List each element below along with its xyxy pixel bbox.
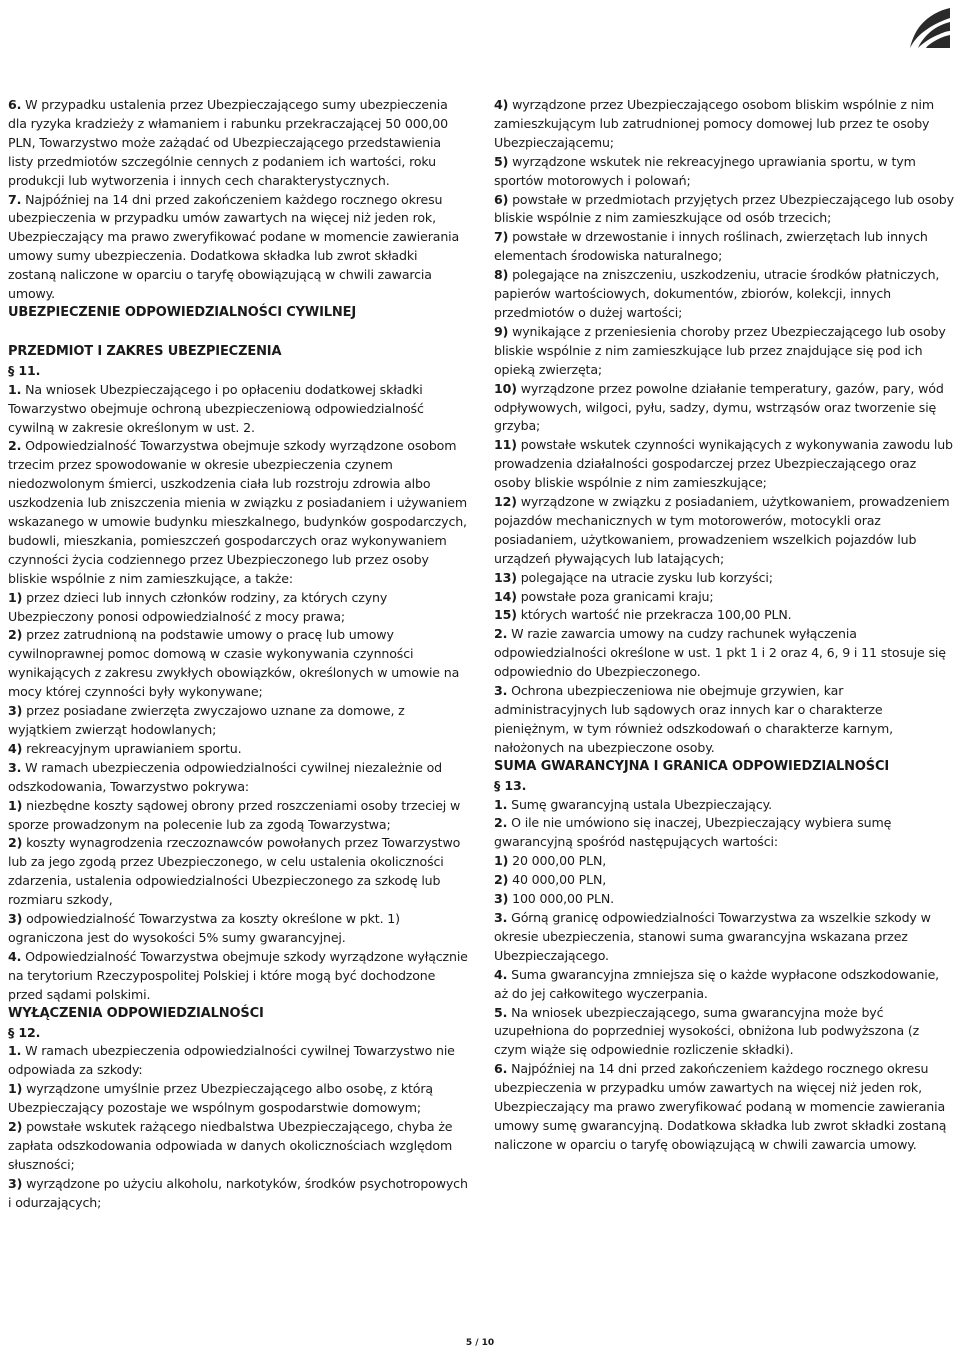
section-heading: WYŁĄCZENIA ODPOWIEDZIALNOŚCI <box>8 1005 264 1021</box>
paragraph <box>494 569 954 588</box>
item-number: 2) <box>8 835 23 851</box>
paragraph <box>494 323 954 380</box>
section-number: § 12. <box>8 1024 41 1040</box>
paragraph <box>8 759 468 797</box>
paragraph <box>494 606 954 625</box>
paragraph-text: wyrządzone umyślnie przez Ubezpieczającego albo osobę, z którą Ubezpieczający pozostaje we wspólnym gospodarstwie domowym; <box>8 1081 433 1116</box>
item-number: 1. <box>8 381 22 397</box>
section-number: § 13. <box>494 777 527 793</box>
item-number: 4. <box>8 948 22 964</box>
paragraph <box>8 702 468 740</box>
paragraph-text: Odpowiedzialność Towarzystwa obejmuje szkody wyrządzone wyłącznie na terytorium Rzeczypospolitej Polskiej i które mogą być dochodzone przed sądami polskimi. <box>8 948 468 1002</box>
item-number: 2) <box>8 627 23 643</box>
paragraph-text: rekreacyjnym uprawianiem sportu. <box>26 740 242 756</box>
paragraph <box>494 814 954 852</box>
paragraph-text: niezbędne koszty sądowej obrony przed roszczeniami osoby trzeciej w sporze prowadzonym na polecenie lub za zgodą Towarzystwa; <box>8 797 461 832</box>
paragraph-text: powstałe wskutek rażącego niedbalstwa Ubezpieczającego, chyba że zapłata odszkodowania odpowiada w danych okolicznościach względom słuszności; <box>8 1119 453 1172</box>
paragraph-text: wyrządzone przez Ubezpieczającego osobom bliskim wspólnie z nim zamieszkującym lub zatrudnionej pomocy domowej lub przez te osoby Ubezpieczającemu; <box>494 97 934 150</box>
paragraph <box>8 96 468 191</box>
paragraph <box>8 910 468 948</box>
item-number: 6) <box>494 191 509 207</box>
paragraph-text: Sumę gwarancyjną ustala Ubezpieczający. <box>511 796 773 812</box>
item-number: 3) <box>494 891 509 907</box>
item-number: 7. <box>8 191 22 207</box>
item-number: 2) <box>494 872 509 888</box>
item-number: 12) <box>494 494 517 510</box>
paragraph-text: powstałe poza granicami kraju; <box>520 588 714 604</box>
company-logo <box>904 6 952 50</box>
paragraph <box>8 834 468 910</box>
paragraph-text: Ochrona ubezpieczeniowa nie obejmuje grzywien, kar administracyjnych lub sądowych oraz innych kar o charakterze pieniężnym, w tym również odszkodowań o charakterze karnym, nałożonych na ubezpieczone osoby. <box>494 683 893 755</box>
paragraph <box>8 1080 468 1118</box>
paragraph <box>8 437 468 588</box>
paragraph-text: Najpóźniej na 14 dni przed zakończeniem każdego rocznego okresu ubezpieczenia w przypadku umów zawartych na więcej niż jeden rok, Ubezpieczający ma prawo zweryfikować podane w momencie zawierania umowy sumy ubezpieczenia. Dodatkowa składka lub zwrot składki zostaną naliczone w oparciu o taryfę obowiązującą w chwili zawarcia umowy. <box>8 191 460 302</box>
item-number: 1) <box>8 1081 23 1097</box>
paragraph-text: Na wniosek Ubezpieczającego i po opłaceniu dodatkowej składki Towarzystwo obejmuje ochroną ubezpieczeniową odpowiedzialność cywilną w zakresie określonym w ust. 2. <box>8 381 424 435</box>
item-number: 10) <box>494 380 517 396</box>
left-column <box>8 96 468 1213</box>
item-number: 3. <box>8 759 22 775</box>
paragraph-text: Najpóźniej na 14 dni przed zakończeniem każdego rocznego okresu ubezpieczenia w przypadku umów zawartych na więcej niż jeden rok, Ubezpieczający ma prawo zweryfikować podaną w momencie zawierania umowy sumę gwarancyjną. Dodatkowa składka lub zwrot składki zostaną naliczone w oparciu o taryfę obowiązującą w chwili zawarcia umowy. <box>494 1061 947 1152</box>
item-number: 13) <box>494 569 517 585</box>
item-number: 2) <box>8 1119 23 1135</box>
paragraph-text: wyrządzone wskutek nie rekreacyjnego uprawiania sportu, w tym sportów motorowych i polowań; <box>494 153 916 188</box>
wing-logo-icon <box>904 6 952 50</box>
item-number: 6. <box>8 97 22 112</box>
paragraph <box>494 966 954 1004</box>
paragraph <box>494 1060 954 1155</box>
item-number: 3. <box>494 909 508 925</box>
item-number: 4. <box>494 966 508 982</box>
item-number: 14) <box>494 588 517 604</box>
paragraph-text: wyrządzone po użyciu alkoholu, narkotyków, środków psychotropowych i odurzających; <box>8 1175 468 1210</box>
paragraph <box>494 228 954 266</box>
paragraph-text: przez posiadane zwierzęta zwyczajowo uznane za domowe, z wyjątkiem zwierząt hodowlanych; <box>8 703 405 737</box>
section-heading: UBEZPIECZENIE ODPOWIEDZIALNOŚCI CYWILNEJ <box>8 304 357 320</box>
section-heading: SUMA GWARANCYJNA I GRANICA ODPOWIEDZIALNOŚCI <box>494 758 890 774</box>
paragraph <box>494 890 954 909</box>
paragraph <box>8 797 468 835</box>
paragraph-text: powstałe w przedmiotach przyjętych przez Ubezpieczającego lub osoby bliskie wspólnie z nim zamieszkujące od osób trzecich; <box>494 191 954 226</box>
paragraph <box>8 381 468 438</box>
paragraph <box>8 948 468 1005</box>
item-number: 1) <box>8 797 23 813</box>
paragraph-text: koszty wynagrodzenia rzeczoznawców powołanych przez Towarzystwo lub za jego zgodą przez Ubezpieczonego, w celu ustalenia okoliczności zdarzenia, ustalenia odpowiedzialności Ubezpieczonego za szkodę lub rozmiaru szkody, <box>8 835 461 908</box>
paragraph-text: których wartość nie przekracza 100,00 PLN. <box>520 607 792 623</box>
item-number: 8) <box>494 267 509 283</box>
section-heading: PRZEDMIOT I ZAKRES UBEZPIECZENIA <box>8 343 282 359</box>
item-number: 3) <box>8 703 23 719</box>
item-number: 9) <box>494 323 509 339</box>
paragraph <box>494 871 954 890</box>
paragraph-text: Odpowiedzialność Towarzystwa obejmuje szkody wyrządzone osobom trzecim przez spowodowanie w okresie ubezpieczenia czynem niedozwolonym śmierci, uszkodzenia ciała lub rozstroju zdrowia albo uszkodzenia lub zniszczenia mienia w związku z posiadaniem i używaniem wskazanego w umowie budynku mieszkalnego, budynków gospodarczych, budowli, mieszkania, pomieszczeń gospodarczych oraz wykonywaniem czynności życia codziennego przez Ubezpieczonego lub przez osoby bliskie wspólnie z nim zamieszkujące, a także: <box>8 438 467 586</box>
paragraph-text: 100 000,00 PLN. <box>512 891 614 907</box>
paragraph-text: W przypadku ustalenia przez Ubezpieczającego sumy ubezpieczenia dla ryzyka kradzieży z włamaniem i rabunku przekraczającej 50 000,00 PLN, Towarzystwo może zażądać od Ubezpieczającego przedstawienia listy przedmiotów szczególnie cennych z podaniem ich wartości, roku produkcji lub wytworzenia i innych cech charakterystycznych. <box>8 97 449 188</box>
paragraph-text: polegające na utracie zysku lub korzyści; <box>520 569 773 585</box>
paragraph-text: polegające na zniszczeniu, uszkodzeniu, utracie środków płatniczych, papierów wartościowych, dokumentów, zbiorów, kolekcji, innych przedmiotów o dużej wartości; <box>494 267 940 320</box>
item-number: 1. <box>494 796 508 812</box>
paragraph <box>494 909 954 966</box>
paragraph-text: wynikające z przeniesienia choroby przez Ubezpieczającego lub osoby bliskie wspólnie z nim zamieszkujące lub przez znajdujące się pod ich opieką zwierzęta; <box>494 323 946 377</box>
paragraph <box>494 436 954 493</box>
paragraph <box>8 589 468 627</box>
item-number: 2. <box>8 438 22 454</box>
item-number: 6. <box>494 1061 508 1077</box>
paragraph-text: Na wniosek ubezpieczającego, suma gwarancyjna może być uzupełniona do poprzedniej wysokości, obniżona lub podwyższona (z czym wiąże się odpowiednie rozliczenie składki). <box>494 1004 920 1058</box>
paragraph <box>8 740 468 759</box>
paragraph <box>8 1042 468 1080</box>
item-number: 2. <box>494 626 508 642</box>
paragraph-text: Suma gwarancyjna zmniejsza się o każde wypłacone odszkodowanie, aż do jej całkowitego wyczerpania. <box>494 966 940 1001</box>
item-number: 1) <box>8 589 23 605</box>
item-number: 3) <box>8 911 23 927</box>
item-number: 3) <box>8 1175 23 1191</box>
paragraph <box>494 1004 954 1061</box>
item-number: 4) <box>8 740 23 756</box>
paragraph-text: odpowiedzialność Towarzystwa za koszty określone w pkt. 1) ograniczona jest do wysokości 5% sumy gwarancyjnej. <box>8 911 400 945</box>
paragraph-text: 40 000,00 PLN, <box>512 872 607 888</box>
paragraph <box>494 153 954 191</box>
paragraph-text: przez dzieci lub innych członków rodziny, za których czyny Ubezpieczony ponosi odpowiedzialność z mocy prawa; <box>8 589 388 624</box>
paragraph <box>8 1175 468 1213</box>
paragraph-text: wyrządzone w związku z posiadaniem, użytkowaniem, prowadzeniem pojazdów mechanicznych w tym motorowerów, motocykli oraz posiadaniem, użytkowaniem, prowadzeniem wszelkich pojazdów lub urządzeń pływających lub latających; <box>494 494 950 566</box>
paragraph-text: W ramach ubezpieczenia odpowiedzialności cywilnej Towarzystwo nie odpowiada za szkody: <box>8 1043 455 1078</box>
paragraph <box>8 626 468 702</box>
paragraph-text: W ramach ubezpieczenia odpowiedzialności cywilnej niezależnie od odszkodowania, Towarzystwo pokrywa: <box>8 759 443 794</box>
item-number: 3. <box>494 683 508 699</box>
paragraph <box>494 588 954 607</box>
paragraph <box>8 1118 468 1175</box>
item-number: 7) <box>494 229 509 245</box>
item-number: 11) <box>494 437 517 453</box>
item-number: 5) <box>494 153 509 169</box>
page-number: 5 / 10 <box>465 1338 495 1348</box>
item-number: 1. <box>8 1043 22 1059</box>
paragraph-text: powstałe wskutek czynności wynikających z wykonywania zawodu lub prowadzenia działalności gospodarczej przez Ubezpieczającego oraz osoby bliskie wspólnie z nim zamieszkujące; <box>494 437 953 491</box>
paragraph-text: wyrządzone przez powolne działanie temperatury, gazów, pary, wód odpływowych, wilgoci, pyłu, sadzy, dymu, wstrząsów oraz tworzenie się grzyba; <box>494 380 944 434</box>
paragraph <box>494 96 954 153</box>
paragraph <box>494 625 954 682</box>
paragraph <box>494 380 954 437</box>
paragraph <box>494 682 954 758</box>
paragraph-text: 20 000,00 PLN, <box>512 853 607 869</box>
item-number: 2. <box>494 815 508 831</box>
section-number: § 11. <box>8 362 41 378</box>
item-number: 5. <box>494 1004 508 1020</box>
right-column <box>494 96 954 1155</box>
paragraph <box>494 493 954 569</box>
paragraph <box>494 266 954 323</box>
paragraph <box>8 191 468 304</box>
paragraph-text: powstałe w drzewostanie i innych roślinach, zwierzętach lub innych elementach środowiska naturalnego; <box>494 229 928 264</box>
paragraph-text: Górną granicę odpowiedzialności Towarzystwa za wszelkie szkody w okresie ubezpieczenia, stanowi suma gwarancyjna wskazana przez Ubezpieczającego. <box>494 909 931 963</box>
paragraph-text: W razie zawarcia umowy na cudzy rachunek wyłączenia odpowiedzialności określone w ust. 1 pkt 1 i 2 oraz 4, 6, 9 i 11 stosuje się odpowiednio do Ubezpieczonego. <box>494 626 946 680</box>
paragraph <box>494 191 954 229</box>
paragraph <box>494 852 954 871</box>
paragraph <box>494 796 954 815</box>
item-number: 1) <box>494 853 509 869</box>
paragraph-text: O ile nie umówiono się inaczej, Ubezpieczający wybiera sumę gwarancyjną spośród następujących wartości: <box>494 815 892 850</box>
item-number: 15) <box>494 607 517 623</box>
item-number: 4) <box>494 97 509 112</box>
paragraph-text: przez zatrudnioną na podstawie umowy o pracę lub umowy cywilnoprawnej pomoc domową w czasie wykonywania czynności wynikających z zakresu zwykłych obowiązków, określonych w umowie na mocy której czynności były wykonywane; <box>8 627 460 700</box>
